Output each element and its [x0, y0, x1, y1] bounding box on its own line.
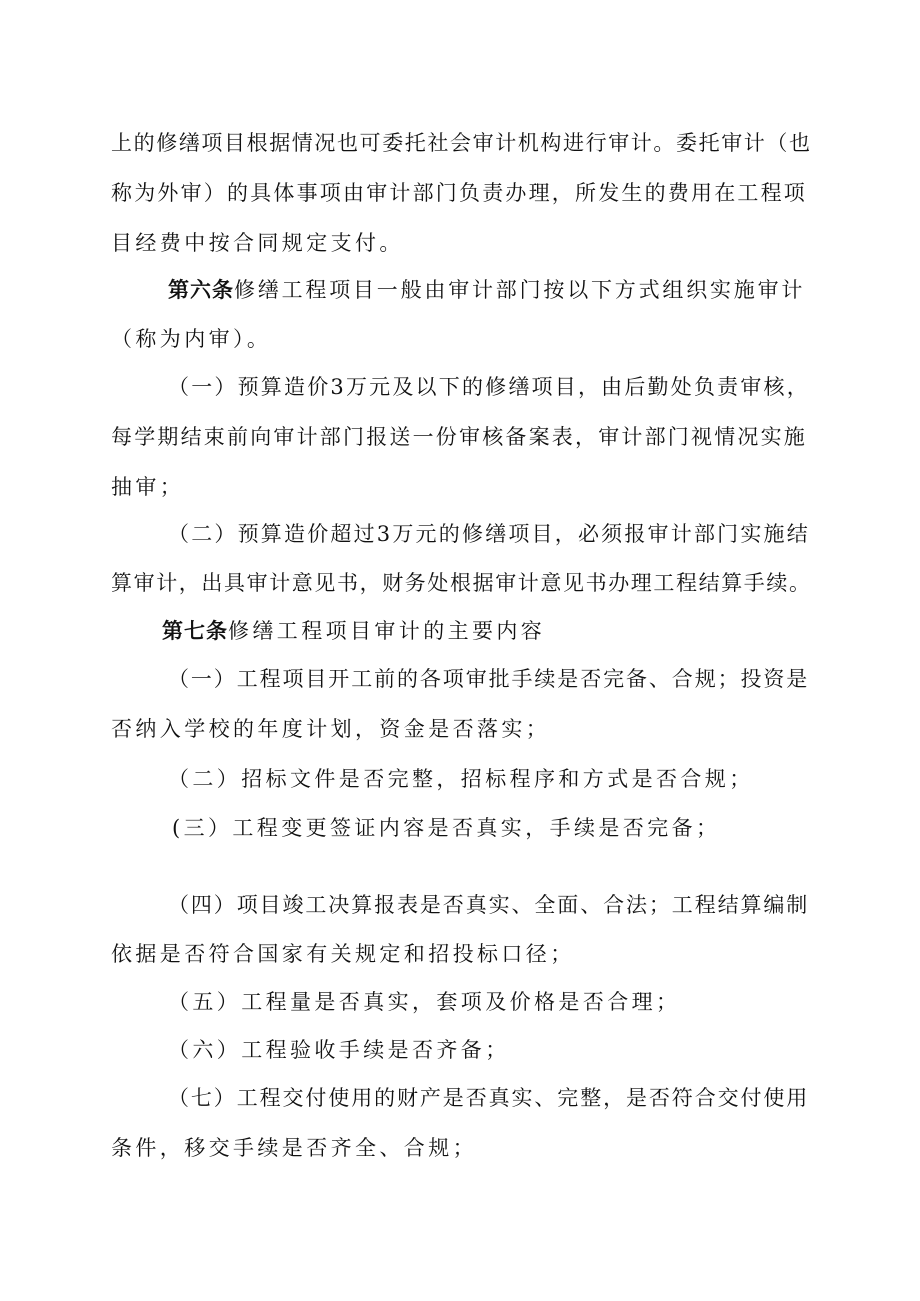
article-7-heading: 第七条	[162, 619, 228, 643]
article-7-text: 修缮工程项目审计的主要内容	[228, 619, 546, 643]
item-line: （二）招标文件是否完整，招标程序和方式是否合规；	[168, 767, 754, 791]
item-line: （一）工程项目开工前的各项审批手续是否完备、合规；投资是	[168, 667, 810, 691]
article-6-line-2: （称为内审）。	[111, 327, 272, 351]
article-6-text: 修缮工程项目一般由审计部门按以下方式组织实施审计	[234, 278, 806, 302]
item-line: （二）预算造价超过3万元的修缮项目，必须报审计部门实施结	[168, 522, 810, 546]
item-line: 算审计，出具审计意见书，财务处根据审计意见书办理工程结算手续。	[111, 571, 812, 595]
article-7-line	[162, 616, 545, 646]
item-line: （五）工程量是否真实，套项及价格是否合理；	[168, 990, 681, 1014]
item-line: （一）预算造价3万元及以下的修缮项目，由后勤处负责审核，	[168, 375, 810, 399]
item-line: (三）工程变更签证内容是否真实，手续是否完备；	[172, 816, 721, 840]
item-line: 抽审；	[111, 475, 185, 499]
item-line: 条件，移交手续是否齐全、合规；	[111, 1136, 477, 1160]
article-6-line	[168, 275, 805, 305]
item-line: 否纳入学校的年度计划，资金是否落实；	[111, 717, 551, 741]
item-line: 每学期结束前向审计部门报送一份审核备案表，审计部门视情况实施	[111, 425, 807, 449]
item-line: （四）项目竣工决算报表是否真实、全面、合法；工程结算编制	[168, 893, 810, 917]
paragraph-line: 目经费中按合同规定支付。	[111, 231, 404, 255]
article-6-heading: 第六条	[168, 278, 234, 302]
item-line: 依据是否符合国家有关规定和招投标口径；	[111, 942, 575, 966]
paragraph-line: 上的修缮项目根据情况也可委托社会审计机构进行审计。委托审计（也	[111, 131, 812, 155]
paragraph-line: 称为外审）的具体事项由审计部门负责办理，所发生的费用在工程项	[111, 181, 807, 205]
item-line: （六）工程验收手续是否齐备；	[168, 1038, 510, 1062]
item-line: （七）工程交付使用的财产是否真实、完整，是否符合交付使用	[168, 1086, 810, 1110]
